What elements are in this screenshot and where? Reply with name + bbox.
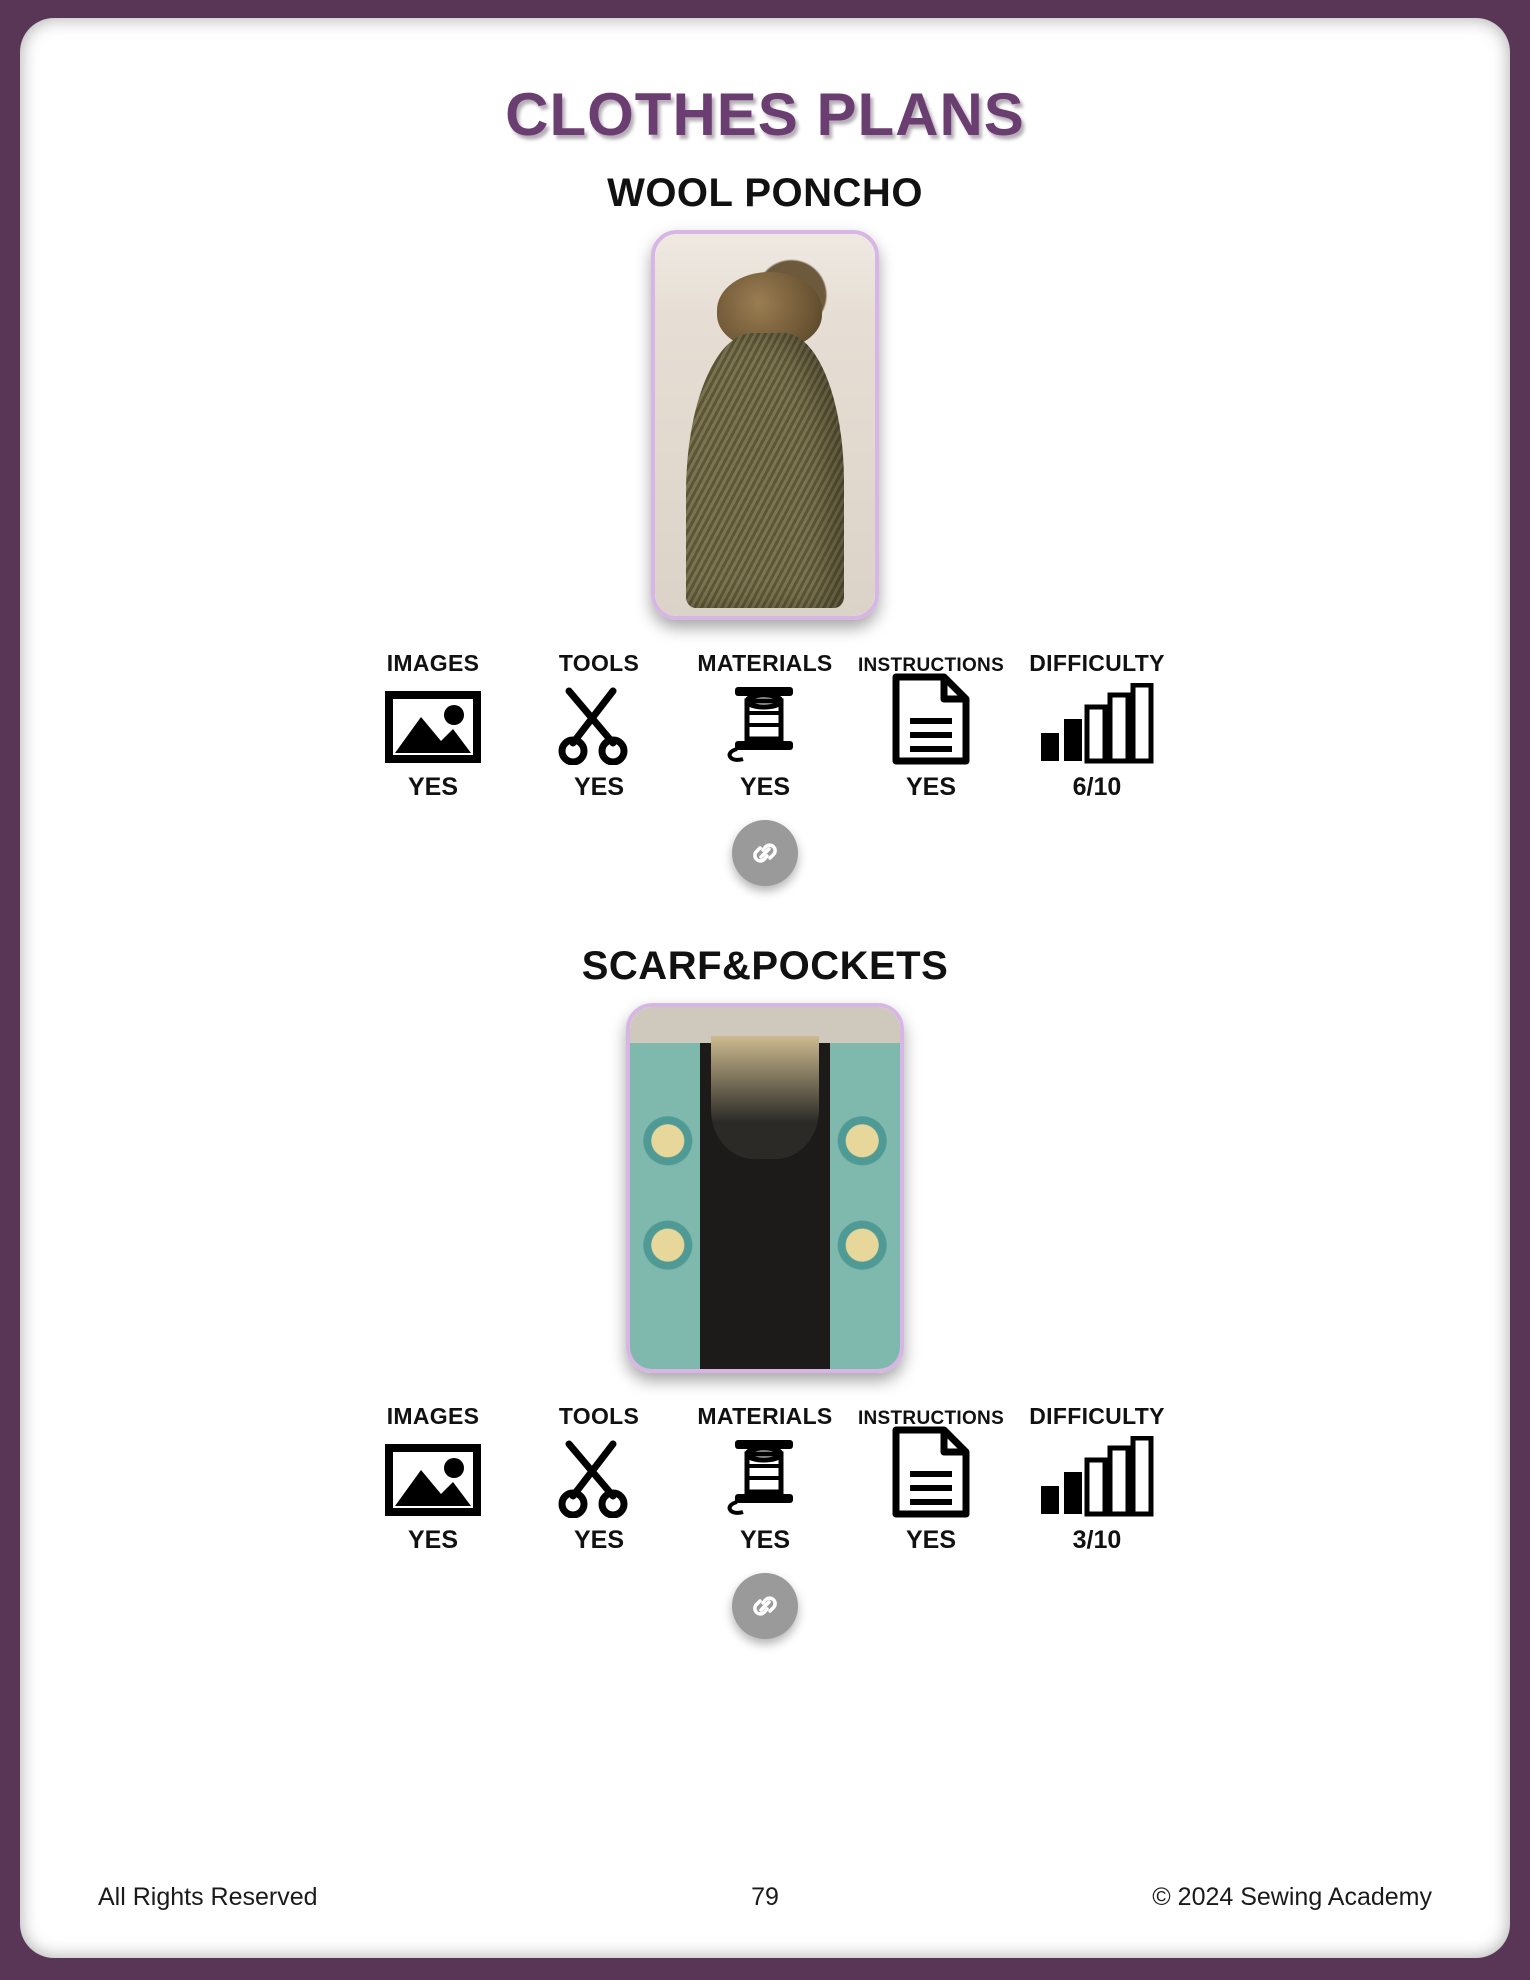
scissors-icon (551, 683, 647, 765)
attribute-label: TOOLS (558, 1403, 640, 1429)
attribute-label: MATERIALS (697, 1403, 833, 1429)
project-photo-wrap (20, 1003, 1510, 1373)
document-icon (886, 1436, 976, 1518)
poncho-image (655, 234, 875, 616)
attribute-label: IMAGES (386, 650, 480, 676)
attribute-row (20, 650, 1510, 802)
attribute-value: YES (905, 1526, 957, 1554)
bar-level-icon (1037, 1436, 1157, 1518)
attribute-materials (695, 650, 835, 802)
attribute-value: YES (905, 773, 957, 801)
attribute-value: YES (407, 1526, 459, 1554)
project-photo-wrap (20, 230, 1510, 620)
attribute-label: DIFFICULTY (1029, 650, 1165, 676)
attribute-label: DIFFICULTY (1029, 1403, 1165, 1429)
attribute-value: YES (739, 773, 791, 801)
attribute-label: MATERIALS (697, 650, 833, 676)
project-title: WOOL PONCHO (607, 171, 923, 215)
project-title: SCARF&POCKETS (581, 944, 949, 988)
attribute-value: YES (573, 773, 625, 801)
attribute-value: YES (739, 1526, 791, 1554)
project-card (20, 171, 1510, 886)
thread-spool-icon (717, 1436, 813, 1518)
attribute-value: 3/10 (1072, 1526, 1122, 1554)
attribute-instructions (857, 1408, 1005, 1555)
scissors-icon (551, 1436, 647, 1518)
attribute-tools (529, 650, 669, 802)
project-link-wrap (20, 1573, 1510, 1639)
scarf-image (630, 1007, 900, 1369)
bar-level-icon (1037, 683, 1157, 765)
attribute-difficulty (1027, 650, 1167, 802)
document-icon (886, 683, 976, 765)
page-title: CLOTHES PLANS (505, 81, 1025, 148)
attribute-images (363, 650, 503, 802)
attribute-value: YES (573, 1526, 625, 1554)
project-photo (651, 230, 879, 620)
project-card (20, 944, 1510, 1639)
footer-rights: All Rights Reserved (98, 1883, 318, 1911)
attribute-label: IMAGES (386, 1403, 480, 1429)
link-icon[interactable] (732, 1573, 798, 1639)
attribute-label: INSTRUCTIONS (857, 1408, 1005, 1429)
footer-copyright: © 2024 Sewing Academy (1152, 1883, 1432, 1911)
attribute-materials (695, 1403, 835, 1555)
project-link-wrap (20, 820, 1510, 886)
page-number: 79 (751, 1883, 779, 1911)
image-icon (383, 683, 483, 765)
page-footer (20, 1883, 1510, 1912)
attribute-value: 6/10 (1072, 773, 1122, 801)
link-icon[interactable] (732, 820, 798, 886)
attribute-tools (529, 1403, 669, 1555)
attribute-instructions (857, 655, 1005, 802)
attribute-value: YES (407, 773, 459, 801)
project-photo (626, 1003, 904, 1373)
attribute-difficulty (1027, 1403, 1167, 1555)
image-icon (383, 1436, 483, 1518)
attribute-label: INSTRUCTIONS (857, 655, 1005, 676)
attribute-label: TOOLS (558, 650, 640, 676)
attribute-row (20, 1403, 1510, 1555)
thread-spool-icon (717, 683, 813, 765)
page-sheet (20, 18, 1510, 1958)
attribute-images (363, 1403, 503, 1555)
